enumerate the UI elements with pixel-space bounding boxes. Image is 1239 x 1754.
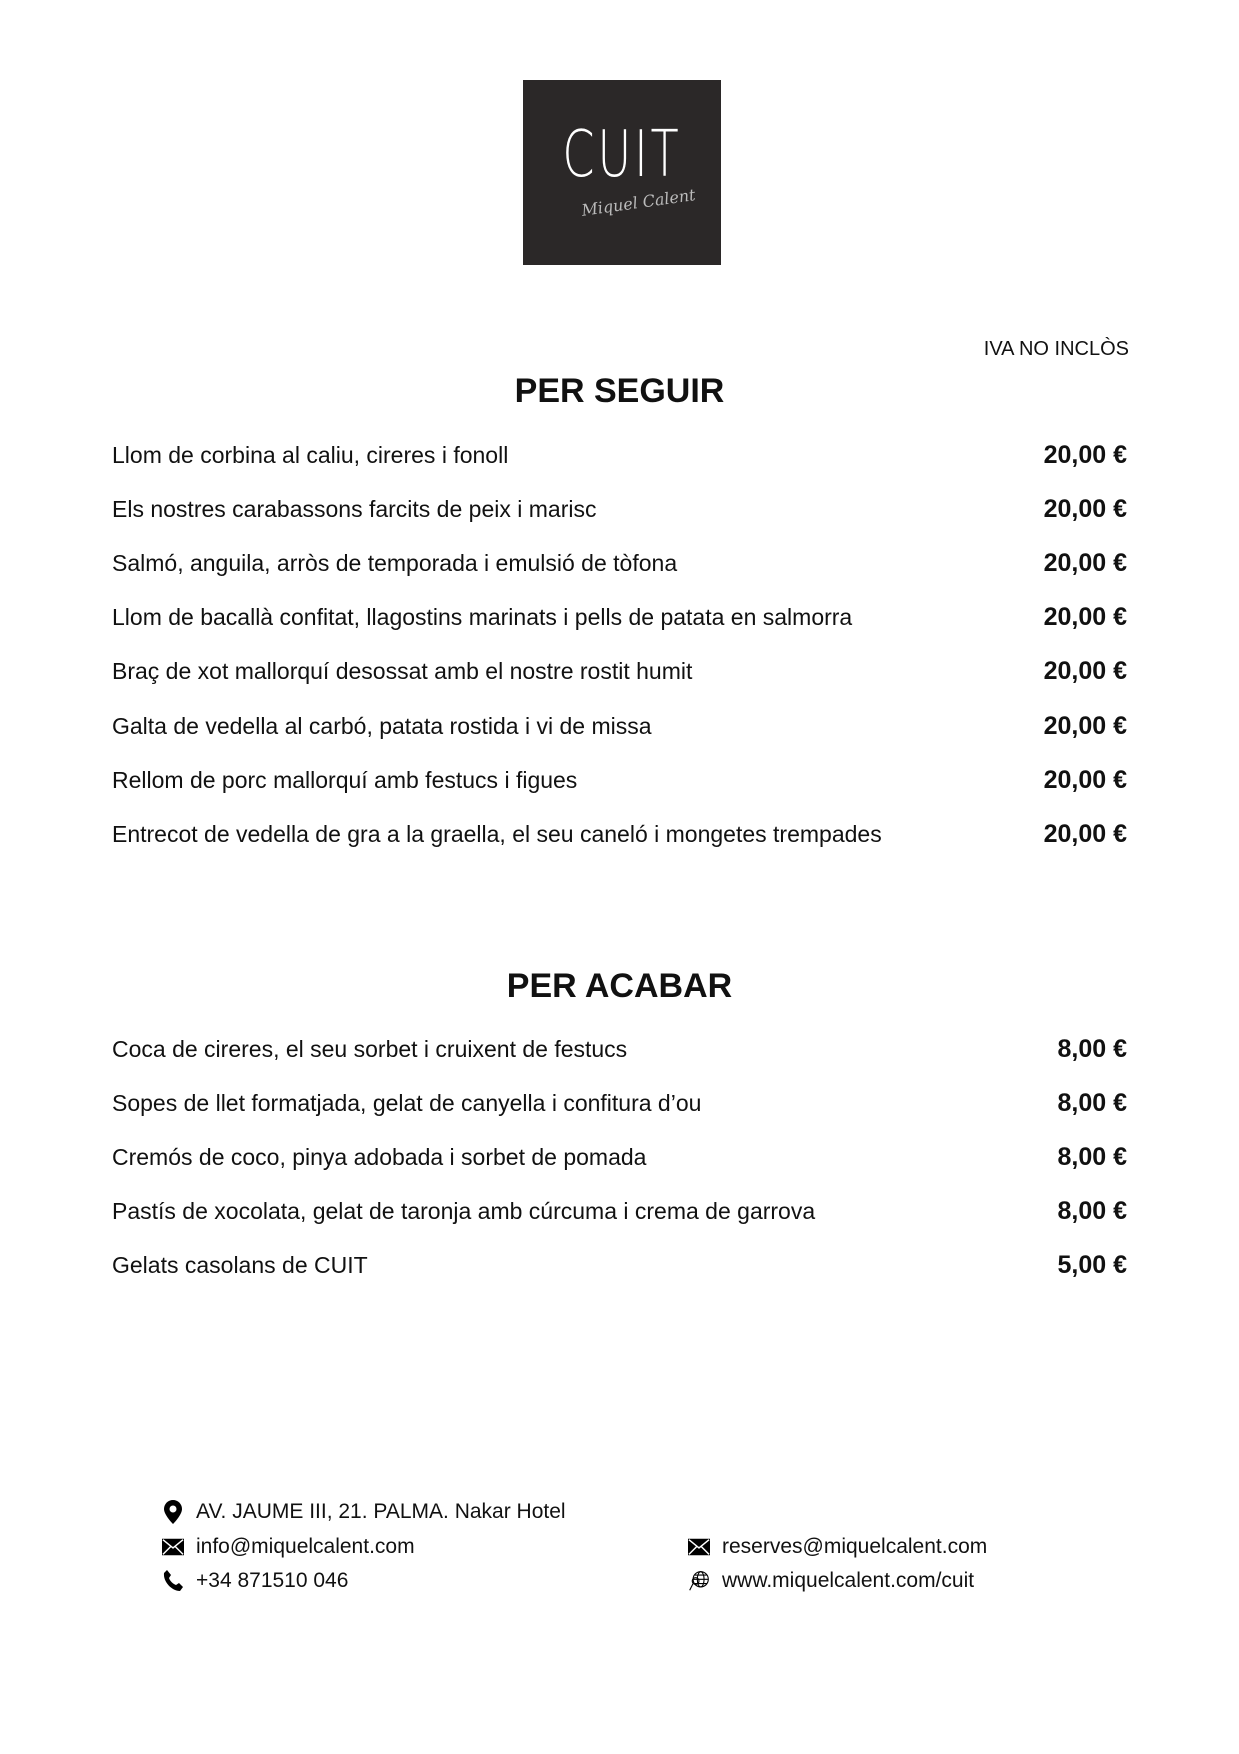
footer-address [162, 1500, 566, 1524]
phone-text[interactable]: +34 871510 046 [196, 1569, 349, 1592]
dish-price: 8,00 € [1057, 1034, 1127, 1063]
logo-brand: CUIT [562, 118, 682, 192]
dish-price: 20,00 € [1043, 440, 1127, 469]
menu-item [112, 536, 1127, 590]
dish-name: Braç de xot mallorquí desossat amb el nostre rostit humit [112, 658, 693, 685]
envelope-icon [162, 1536, 184, 1558]
dish-price: 20,00 € [1043, 765, 1127, 794]
envelope-icon [688, 1536, 710, 1558]
dish-price: 8,00 € [1057, 1197, 1127, 1226]
globe-search-icon [688, 1570, 710, 1592]
reservations-email-link[interactable]: reserves@miquelcalent.com [722, 1535, 988, 1558]
menu-item [112, 807, 1127, 861]
dish-name: Sopes de llet formatjada, gelat de canyella i confitura d’ou [112, 1089, 702, 1116]
dish-price: 8,00 € [1057, 1088, 1127, 1117]
menu-item [112, 591, 1127, 645]
menu-item [112, 645, 1127, 699]
website-link[interactable]: www.miquelcalent.com/cuit [722, 1569, 975, 1592]
dish-name: Salmó, anguila, arròs de temporada i emulsió de tòfona [112, 549, 678, 576]
menu-list [112, 1022, 1127, 1293]
dish-price: 20,00 € [1043, 819, 1127, 848]
dish-price: 20,00 € [1043, 657, 1127, 686]
dish-name: Els nostres carabassons farcits de peix i marisc [112, 495, 597, 522]
menu-item [112, 428, 1127, 482]
dish-name: Rellom de porc mallorquí amb festucs i figues [112, 766, 578, 793]
dish-price: 5,00 € [1057, 1251, 1127, 1280]
dish-name: Gelats casolans de CUIT [112, 1252, 368, 1279]
menu-item [112, 1185, 1127, 1239]
menu-item [112, 1022, 1127, 1076]
footer-reservations [688, 1535, 987, 1559]
dish-name: Cremós de coco, pinya adobada i sorbet de pomada [112, 1143, 647, 1170]
phone-icon [162, 1570, 184, 1592]
email-link[interactable]: info@miquelcalent.com [196, 1535, 415, 1558]
location-pin-icon [162, 1501, 184, 1523]
menu-list [112, 428, 1127, 862]
dish-name: Galta de vedella al carbó, patata rostida i vi de missa [112, 712, 652, 739]
dish-name: Coca de cireres, el seu sorbet i cruixent de festucs [112, 1035, 628, 1062]
footer-website [688, 1569, 974, 1593]
logo [523, 80, 721, 265]
dish-price: 20,00 € [1043, 603, 1127, 632]
menu-item [112, 1076, 1127, 1130]
menu-item [112, 1130, 1127, 1184]
menu-item [112, 753, 1127, 807]
dish-price: 20,00 € [1043, 494, 1127, 523]
section-title: PER ACABAR [506, 967, 733, 1005]
dish-price: 8,00 € [1057, 1142, 1127, 1171]
dish-name: Entrecot de vedella de gra a la graella, el seu caneló i mongetes trempades [112, 820, 882, 847]
dish-price: 20,00 € [1043, 711, 1127, 740]
menu-item [112, 699, 1127, 753]
tax-note: IVA NO INCLÒS [983, 338, 1129, 360]
dish-name: Llom de corbina al caliu, cireres i fonoll [112, 441, 509, 468]
footer-phone [162, 1569, 348, 1593]
dish-name: Pastís de xocolata, gelat de taronja amb cúrcuma i crema de garrova [112, 1198, 816, 1225]
logo-signature: Miquel Calent [580, 185, 697, 220]
address-text: AV. JAUME III, 21. PALMA. Nakar Hotel [196, 1500, 566, 1523]
footer-email [162, 1535, 415, 1559]
menu-item [112, 482, 1127, 536]
section-title: PER SEGUIR [514, 372, 725, 410]
menu-item [112, 1239, 1127, 1293]
dish-name: Llom de bacallà confitat, llagostins marinats i pells de patata en salmorra [112, 604, 853, 631]
dish-price: 20,00 € [1043, 548, 1127, 577]
